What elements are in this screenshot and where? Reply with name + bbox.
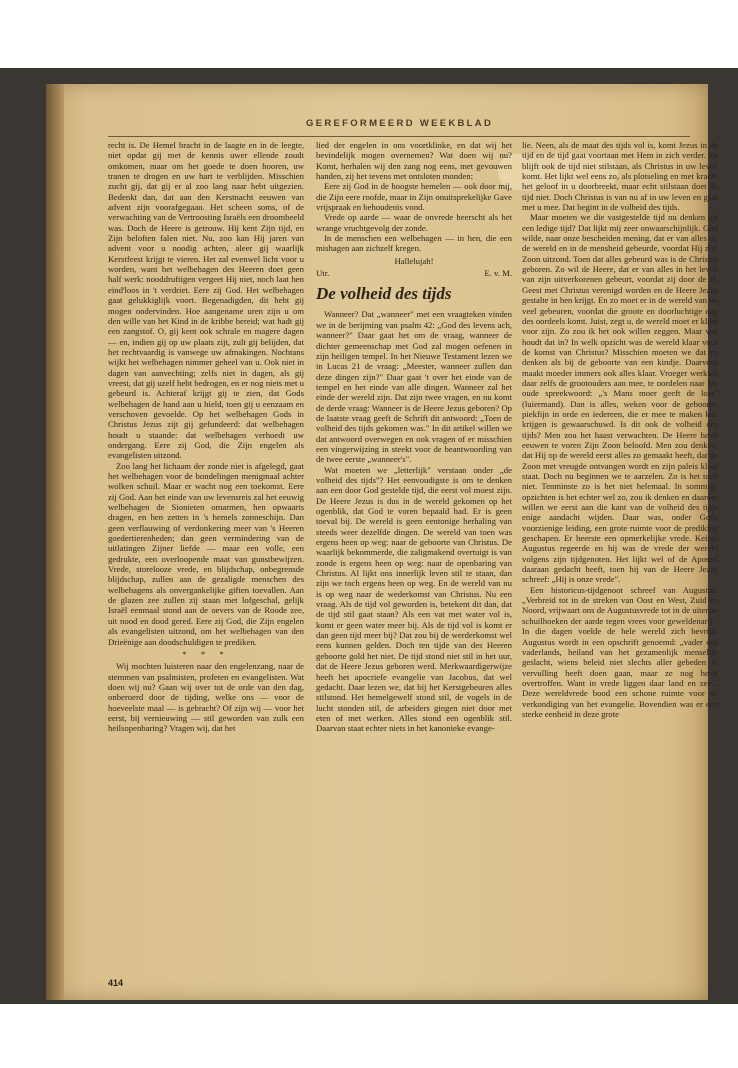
signature bbox=[316, 268, 512, 278]
page-number: 414 bbox=[108, 978, 124, 988]
magazine-page bbox=[46, 84, 718, 1000]
prayer-line: Eere zij God in de hoogste hemelen — ook door mij, die Zijn eere roofde, maar in Zijn onuitsprekelijke Gave vrijspraak en behoudenis vond. bbox=[316, 181, 512, 213]
prayer-line: Vrede op aarde — waar de onvrede heerscht als het wrange vruchtgevolg der zonde. bbox=[316, 212, 512, 233]
paragraph: Maar moeten we die vastgestelde tijd nu denken als een ledige tijd? Dat lijkt mij zeer onwaarschijnlijk. God wilde, naar onze bescheiden mening, dat er van alles op de wereld en in de mensheid gebeurde, voordat Hij zijn Zoon uitzond. Toen dat alles gebeurd was is de Christus geboren. Zo wil de Heere, dat er van alles in het leven van zijn uitverkorenen gebeurt, voordat zij door de H. Geest met Christus verenigd worden en de Heere Jezus gestalte in hen krijgt. En zo moet er in de wereld van nu veel gebeuren, voordat die groote en doorluchtige dag des oordeels komt. Juist, zegt u, de wereld moet er klaar voor zijn. Zo zou ik het ook willen zeggen. Maar wat houdt dat in? In welk opzicht was de wereld klaar voor de komst van Christus? Misschien moeten we dat zo denken als bij de geboorte van een kindje. Daarvoor maakt moeder immers ook alles klaar. Vroeger werkten daar zelfs de grootouders aan mee, te oordelen naar het oude spreekwoord: „'s Mans moer geeft de loer" (luiermand). Dan is alles, weken voor de geboorte, piekfijn in orde en iedereen, die er mee te maken kan krijgen is gewaarschuwd. Is dit ook de volheid des tijds? Men zou het haast verwachten. De Heere heeft eeuwen te voren Zijn Zoon beloofd. Men zou denken, dat Hij op de wereld eerst alles zo gemaakt heeft, dat de Zoon met vreugde ontvangen wordt en zijn paleis klaar staat. Doch nu beginnen we te aarzelen. Zo is het toch niet. Tenminste zo is het niet helemaal. In sommige opzichten is het echter wel zo, zou ik denken en daarom willen we eerst aan die kant van de volheid des tijds enige aandacht wijden. Daar was, onder Gods voorzienige leiding, een grote ruimte voor de prediking geschapen. Er heerste een opmerkelijke vrede. Keizer Augustus regeerde en hij was de vrede der wereld volgens zijn tijdgenoten. Het lijkt wel of de Apostel daaraan gedacht heeft, toen hij van de Heere Jezus schreef: „Hij is onze vrede". bbox=[522, 212, 718, 585]
paragraph: Wat moeten we „letterlijk" verstaan onder „de volheid des tijds"? Het eenvoudigste is om te denken aan een door God gestelde tijd, die eerst vol moest zijn. De Heere Jezus is dus in de wereld gekomen op het ogenblik, dat God te voren bepaald had. Er is geen toeval bij. De wereld is geen eentonige herhaling van steeds weer dezelfde dingen. De wereld van toen was ergens heen op weg: naar de geboorte van Christus. De waarlijk bekommerde, die zaligmakend overtuigt is van zonde is ergens heen op weg: naar de openbaring van Christus. Al lijkt ons innerlijk leven stil te staan, dan zijn we toch ergens heen op weg. En de wereld van nu is op weg naar de wederkomst van Christus. Nu een vraag. Als de tijd vol geworden is, betekent dit dan, dat de tijd stil gaat staan? Als een vat met water vol is, komt er geen water meer bij. Als de tijd vol is komt er dan geen tijd meer bij? Dat zou bij de werderkomst wel eens kunnen gelden. Doch ten tijde van des Heeren geboorte gold het niet. De tijd stond niet stil in het uur, dat de Heere Jezus geboren werd. Merkwaardigerwijze heeft het apocriefe evangelie van Jacobus, dat wel gedacht. Daar lezen we, dat bij het Kerstgebeuren alles stilstond. Het hemelgewelf stond stil, de vogels in de lucht stonden stil, de arbeiders gingen niet door met eten of met werken. Alles stond een ogenblik stil. Daarvan staat echter niets in het kanonieke evange- bbox=[316, 464, 512, 734]
paragraph: recht is. De Hemel bracht in de laagte en in de leegte, niet opdat gij met de kennis uwer ellende zoudt omkomen, maar om het goede te doen hooren, uw tranen te drogen en uw hart te verblijden. Misschien zucht gij, dat gij er al zoo lang naar hebt uitgezien. Bedenkt dan, dat aan den Kerstnacht eeuwen van advent zijn voorafgegaan. Het scheen soms, of de verwachting van de Vertroosting Israëls een droombeeld was. Doch de Heere is getrouw. Hij kent Zijn tijd, en Zijn beloften falen niet. Nu, zoo kan Hij jaren van advent voor u noodig achten, aleer gij waarlijk Kerstfeest krijgt te vieren. Het zal evenwel licht voor u worden, want het welbehagen des Heeren doet geen half werk: nooddruftigen vergeet Hij niet, noch laat hen eind'loos in 't verdriet. Eere zij God. Het welbehagen gaat gelukkiglijk voort. Begenadigden, dit hebt gij mogen ondervinden. Hoe aangename uren zijn u om den wille van het Kind in de kribbe bereid; wat hadt gij een zangstof. O, gij kent ook schrale en magere dagen — en, indien gij op uw plaats zijt, zult gij belijden, dat het rechtvaardig is vanwege uw afmakingen. Nochtans wijkt het welbehagen nimmer geheel van u. Ook niet in dagen van aanvechting; zelfs niet in dagen, als gij vreest, dat gij uzelf hebt bedrogen, en er nog niets met u gebeurd is. Achteraf krijgt gij te zien, dat Gods welbehagen de hand aan u hield, toen gij u eenzaam en verschoven gevoelde. Op het welbehagen Gods in Christus Jezus zijt gij gefundeerd: dat welbehagen houdt u staande: dat welbehagen verhoedt uw ondergang. Eere zij God, die Zijn engelen als evangelisten uitzond. bbox=[108, 140, 304, 461]
page-spine bbox=[46, 84, 64, 1000]
prayer-line: In de menschen een welbehagen — in hen, die een mishagen aan zichzelf kregen. bbox=[316, 233, 512, 254]
section-stars: * * * bbox=[182, 648, 230, 659]
column-middle bbox=[316, 140, 512, 734]
paragraph: Wij mochten luisteren naar den engelenzang, naar de stemmen van psalmisten, profeten en evangelisten. Wat doen wij nu? Gaan wij over tot de orde van den dag, onberoerd door de tijding, welke ons — voor de hoeveelste maal — is gebracht? Of zijn wij — voor het eerst, bij vernieuwing — stil geworden van zulk een heilsopenbaring? Vragen wij, dat het bbox=[108, 661, 304, 734]
paragraph: lie. Neen, als de maat des tijds vol is, komt Jezus in de tijd en de tijd gaat voortaan met Hem in zich verder. Zo blijft ook de tijd niet stilstaan, als Christus in uw leven komt. Het lijkt wel eens zo, als plotseling en met kracht het geloof in u doorbreekt, maar echt stilstaan doet de tijd niet. Doch Christus is van nu af in uw leven en gaat met u mee. Dat begint in de volheid des tijds. bbox=[522, 140, 718, 213]
paragraph: Een historicus-tijdgenoot schreef van Augustus: „Verbreid tot in de streken van Oost en West, Zuid en Noord, vrijwaart ons de Augustusvrede tot in de uiterste schuilhoeken der aarde tegen vrees voor geweldenarij." In die dagen voelde de hele wereld zich bevrijd. Augustus wordt in een opschrift genoemd: „vader des vaderlands, heiland van het gezamenlijk menselijk geslacht, wiens beleid niet slechts aller gebeden in vervulling heeft doen gaan, maar ze nog heeft overtroffen. Want in vrede liggen daar land en zee... Deze wereldvrede bood een schone ruimte voor de verkondiging van het evangelie. Bovendien was er een sterke eenheid in deze grote bbox=[522, 584, 718, 719]
column-right bbox=[522, 140, 718, 719]
hallelujah: Hallelujah! bbox=[394, 255, 434, 266]
paragraph: Wanneer? Dat „wanneer" met een vraagteken vinden we in de berijming van psalm 42: „God des levens ach, wanneer?" Daar gaat het om de vraag, wanneer de dichter gemeenschap met God zal mogen oefenen in zijn heiligen tempel. In het Nieuwe Testament lezen we in Lucas 21 de vraag: „Meester, wanneer zullen dan deze dingen zijn?" Daar gaat 't over het einde van de tempel en het einde van alle dingen. Wanneer zal het einde der wereld zijn. Dat zijn twee vragen, en nu komt de derde vraag: Wanneer is de Heere Jezus geboren? Op de laatste vraag geeft de Schrift dit antwoord: „Toen de volheid des tijds gekomen was." In dit artikel willen we dat antwoord overwegen en ook vragen of er misschien een vingerwijzing in steekt voor de beantwoording van de twee eerste „wanneer's". bbox=[316, 309, 512, 465]
header-rule bbox=[108, 136, 690, 137]
signature-place: Utr. bbox=[316, 268, 330, 279]
article-title: De volheid des tijds bbox=[316, 284, 452, 304]
paragraph: Zoo lang het lichaam der zonde niet is afgelegd, gaat het welbehagen voor de bondelingen menigmaal achter wolken schuil. Maar er wacht nog een toekomst. Eere zij God. Aan het einde van uw levensreis zal het eeuwig welbehagen de Sionieten omarmen, hen opwaarts dragen, en hen zetten in 's hemels zonneschijn. Dan geen verflauwing of verdonkering meer van 's Heeren goedertierenheden; dan geen vermindering van de uitlatingen Zijner liefde — maar een volle, een gedrukte, een overloopende maat van gunstbewijzen. Vrede, storelooze vrede, en blijdschap, onbegrensde blijdschap, zullen aan de gezaligde menschen des welbehagens als onvergankelijke giften toevallen. Aan de glazen zee zullen zij staan met lofgeschal, gelijk Israël eenmaal stond aan de oevers van de Roode zee, uit nood en dood gered. Eere zij God, die Zijn engelen als evangelisten uitzond, om het welbehagen van den Drieënige aan doodschuldigen te prediken. bbox=[108, 460, 304, 647]
column-left bbox=[108, 140, 304, 734]
running-header: GEREFORMEERD WEEKBLAD bbox=[306, 118, 494, 129]
paragraph: lied der engelen in ons voortklinke, en dat wij het bevindelijk mogen overnemen? Wat doen wij nu? Komt, herhalen wij den zang nog eens, met gevouwen handen, zij het tevens met ontsloten monden: bbox=[316, 140, 512, 182]
signature-author: E. v. M. bbox=[484, 268, 512, 279]
